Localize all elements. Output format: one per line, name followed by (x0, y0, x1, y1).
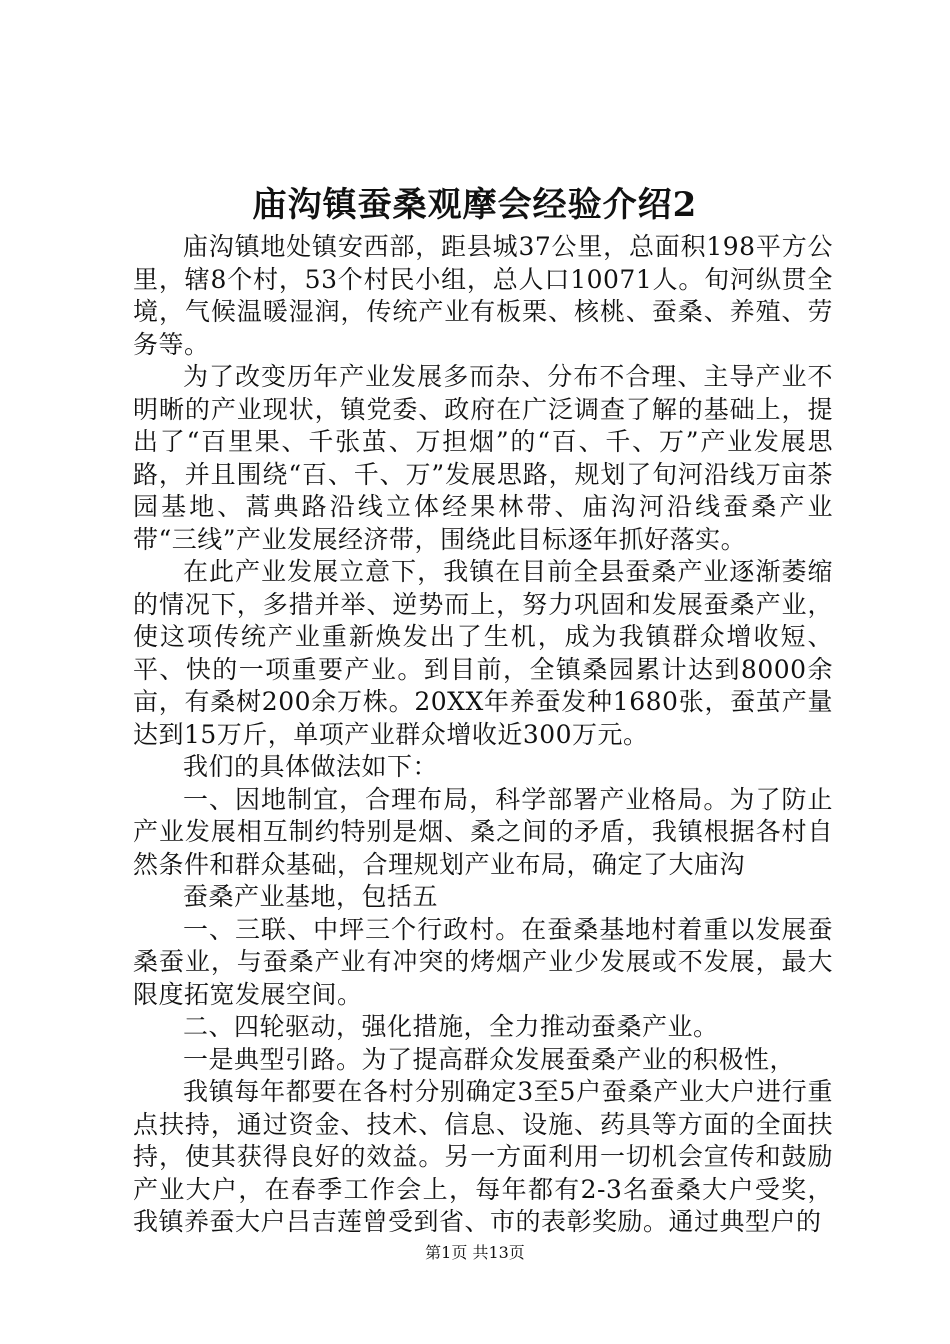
document-body (133, 231, 833, 1239)
paragraph-1: 庙沟镇地处镇安西部，距县城37公里，总面积198平方公里，辖8个村，53个村民小组，总人口10071人。旬河纵贯全境，气候温暖湿润，传统产业有板栗、核桃、蚕桑、养殖、劳务等。 (133, 232, 833, 359)
paragraph-9: 一是典型引路。为了提高群众发展蚕桑产业的积极性， (183, 1044, 796, 1074)
paragraph-3: 在此产业发展立意下，我镇在目前全县蚕桑产业逐渐萎缩的情况下，多措并举、逆势而上，努力巩固和发展蚕桑产业，使这项传统产业重新焕发出了生机，成为我镇群众增收短、平、快的一项重要产业。到目前，全镇桑园累计达到8000余亩，有桑树200余万株。20XX年养蚕发种1680张，蚕茧产量达到15万斤，单项产业群众增收近300万元。 (133, 557, 833, 749)
paragraph-4: 我们的具体做法如下： (183, 752, 439, 781)
paragraph-5: 一、因地制宜，合理布局，科学部署产业格局。为了防止产业发展相互制约特别是烟、桑之间的矛盾，我镇根据各村自然条件和群众基础，合理规划产业布局，确定了大庙沟 (133, 784, 833, 879)
paragraph-7: 一、三联、中坪三个行政村。在蚕桑基地村着重以发展蚕桑蚕业，与蚕桑产业有冲突的烤烟产业少发展或不发展，最大限度拓宽发展空间。 (133, 914, 833, 1009)
paragraph-2: 为了改变历年产业发展多而杂、分布不合理、主导产业不明晰的产业现状，镇党委、政府在广泛调查了解的基础上，提出了“百里果、千张茧、万担烟”的“百、千、万”产业发展思路，并且围绕“百、千、万”发展思路，规划了旬河沿线万亩茶园基地、蒿典路沿线立体经果林带、庙沟河沿线蚕桑产业带“三线”产业发展经济带，围绕此目标逐年抓好落实。 (133, 362, 833, 554)
paragraph-6: 蚕桑产业基地，包括五 (183, 882, 439, 911)
document-title: 庙沟镇蚕桑观摩会经验介绍2 (252, 185, 698, 225)
paragraph-10: 我镇每年都要在各村分别确定3至5户蚕桑产业大户进行重点扶持，通过资金、技术、信息、设施、药具等方面的全面扶持，使其获得良好的效益。另一方面利用一切机会宣传和鼓励产业大户，在春季工作会上，每年都有2-3名蚕桑大户受奖，我镇养蚕大户吕吉莲曾受到省、市的表彰奖励。通过典型户的 (133, 1077, 833, 1236)
page-footer: 第1页 共13页 (425, 1243, 525, 1262)
paragraph-8: 二、四轮驱动，强化措施，全力推动蚕桑产业。 (183, 1012, 719, 1041)
